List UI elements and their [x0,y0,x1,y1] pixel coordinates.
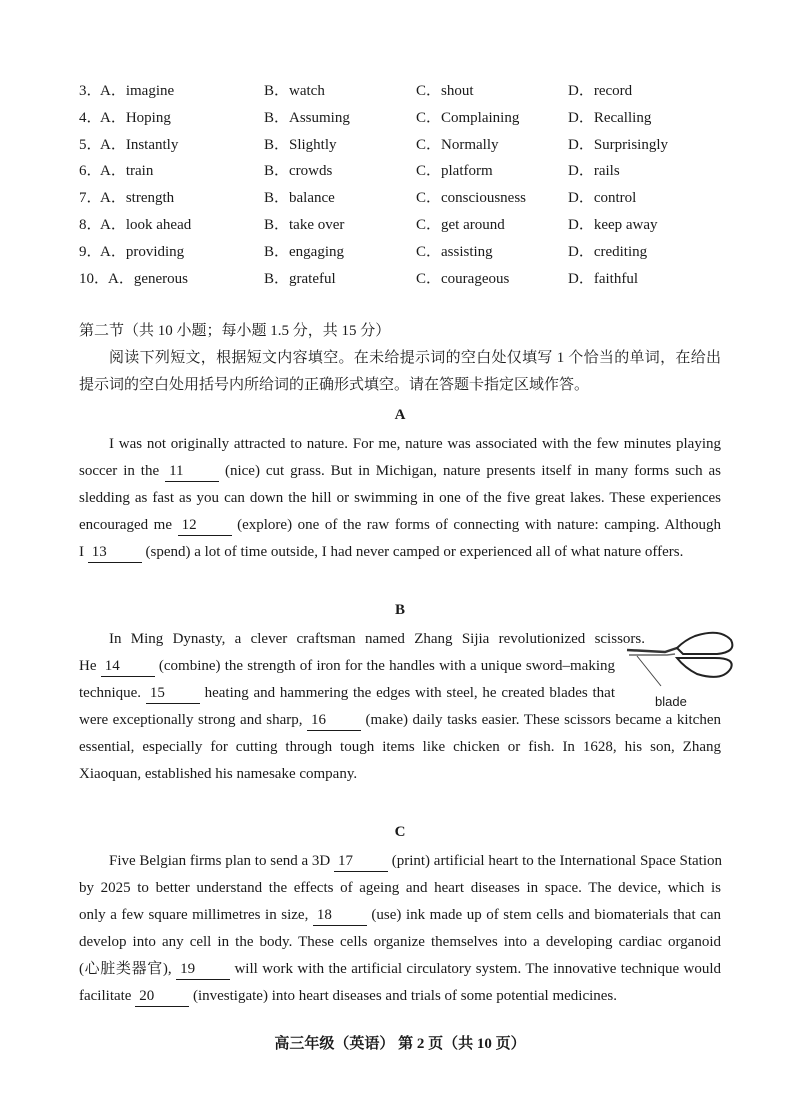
passage-line [79,875,721,902]
option-b: B．take over [264,216,345,233]
option-b: B．Assuming [264,109,350,126]
passage-line [79,929,721,956]
option-d: D．Recalling [568,109,652,126]
passage-line [79,485,721,512]
text-segment: essential, especially for cutting through tough items like chicken or fish. In 1628, his son, Zhang [79,739,721,755]
option-a: A．strength [100,190,175,207]
option-c: C．assisting [416,243,493,260]
text-segment: technique. [79,685,146,701]
spacer [79,788,721,816]
text-segment: heating and hammering the edges with steel, he created blades that [199,685,615,701]
option-d: D．keep away [568,216,658,233]
text-segment: facilitate [79,988,136,1004]
option-d: D．record [568,83,633,99]
blank-16[interactable]: 16 [307,710,361,731]
text-segment: (combine) the strength of iron for the handles with a unique sword–making [154,658,615,674]
option-c: C．Complaining [416,109,520,126]
passage-b [79,626,721,788]
passage-a [79,431,721,566]
question-number: 9． [79,243,102,260]
text-segment: (nice) cut grass. But in Michigan, nature presents itself in many forms such as [219,463,721,479]
passage-c [79,848,721,1010]
question-number: 4． [79,109,102,126]
passage-line [79,680,615,707]
passage-line [79,848,721,875]
text-segment: (use) ink made up of stem cells and biomaterials that can [366,907,721,923]
text-segment: only a few square millimetres in size, [79,907,313,923]
passage-line [79,458,721,485]
text-segment: Five Belgian firms plan to send a 3D [109,853,334,869]
text-segment: (print) artificial heart to the International Space Station [387,853,723,869]
text-segment: soccer in the [79,463,166,479]
option-b: B．Slightly [264,136,337,153]
option-c: C．platform [416,163,493,180]
passage-line [79,902,721,929]
option-d: D．crediting [568,243,648,260]
blank-11[interactable]: 11 [165,461,219,482]
question-number: 10． [79,270,110,287]
option-b: B．balance [264,190,335,207]
option-b: B．grateful [264,270,336,287]
option-c: C．Normally [416,136,499,153]
option-a: A．Instantly [100,136,179,153]
page-footer: 高三年级（英语） 第 2 页（共 10 页） [274,1036,526,1052]
option-b: B．engaging [264,243,344,260]
option-c: C．courageous [416,270,510,287]
text-segment: Xiaoquan, established his namesake company. [79,766,358,782]
blank-12[interactable]: 12 [178,515,232,536]
passage-title: A [394,407,406,423]
option-d: D．Surprisingly [568,136,669,153]
option-d: D．rails [568,163,620,180]
spacer [79,566,721,594]
text-segment: encouraged me [79,517,178,533]
question-number: 7． [79,190,102,207]
option-a: A．providing [100,243,185,260]
option-a: A．imagine [100,83,175,99]
text-segment: (心脏类器官), [79,961,177,977]
text-segment: I [79,544,88,560]
text-segment: (make) daily tasks easier. These scissors became a kitchen [361,712,721,728]
passage-line [79,983,721,1010]
text-segment: will work with the artificial circulatory system. The innovative technique would [230,961,721,977]
question-number: 6． [79,163,102,180]
option-a: A．train [100,163,154,180]
option-b: B．watch [264,83,325,99]
blank-20[interactable]: 20 [135,986,189,1007]
text-segment: He [79,658,101,674]
passage-line [79,761,721,788]
passage-line [79,626,645,653]
blank-17[interactable]: 17 [334,851,388,872]
option-c: C．get around [416,216,505,233]
text-segment: develop into any cell in the body. These cells organize themselves into a developing cardiac organoid [79,934,721,950]
image-label: blade [655,694,687,709]
passage-title: B [394,602,405,618]
passage-line [79,431,721,458]
question-number: 3． [79,83,102,99]
passage-line [79,512,721,539]
scissors-illustration [625,630,735,716]
passage-line [79,956,721,983]
passage-line [79,539,721,566]
passage-title: C [394,824,406,840]
passage-line [79,734,721,761]
blank-14[interactable]: 14 [101,656,155,677]
option-c: C．shout [416,83,474,99]
option-c: C．consciousness [416,190,526,207]
text-segment: I was not originally attracted to nature. For me, nature was associated with the few minutes playing [109,436,721,452]
blank-18[interactable]: 18 [313,905,367,926]
question-number: 5． [79,136,102,153]
passage-line [79,653,615,680]
section-heading: 第二节（共 10 小题；每小题 1.5 分，共 15 分） [79,323,391,339]
blank-19[interactable]: 19 [176,959,230,980]
scissors-icon [625,630,735,690]
section-instruction: 阅读下列短文，根据短文内容填空。在未给提示词的空白处仅填写 1 个恰当的单词，在给出提示词的空白处用括号内所给词的正确形式填空。请在答题卡指定区域作答。 [79,350,721,393]
text-segment: (investigate) into heart diseases and trials of some potential medicines. [189,988,618,1004]
option-d: D．faithful [568,270,638,287]
option-d: D．control [568,190,637,207]
text-segment: by 2025 to better understand the effects of ageing and heart diseases in space. The device, which is [79,880,721,896]
option-b: B．crowds [264,163,333,180]
text-segment: sledding as fast as you can down the hill or swimming in one of the five great lakes. These experiences [79,490,721,506]
blank-13[interactable]: 13 [88,542,142,563]
text-segment: In Ming Dynasty, a clever craftsman named Zhang Sijia revolutionized scissors. [109,631,645,647]
section-two [79,318,721,1010]
text-segment: (spend) a lot of time outside, I had never camped or experienced all of what nature offers. [141,544,684,560]
option-a: A．Hoping [100,109,171,126]
option-a: A．look ahead [100,216,192,233]
text-segment: were exceptionally strong and sharp, [79,712,308,728]
question-number: 8． [79,216,102,233]
text-segment: (explore) one of the raw forms of connecting with nature: camping. Although [231,517,721,533]
blank-15[interactable]: 15 [146,683,200,704]
option-a: A．generous [108,270,188,287]
